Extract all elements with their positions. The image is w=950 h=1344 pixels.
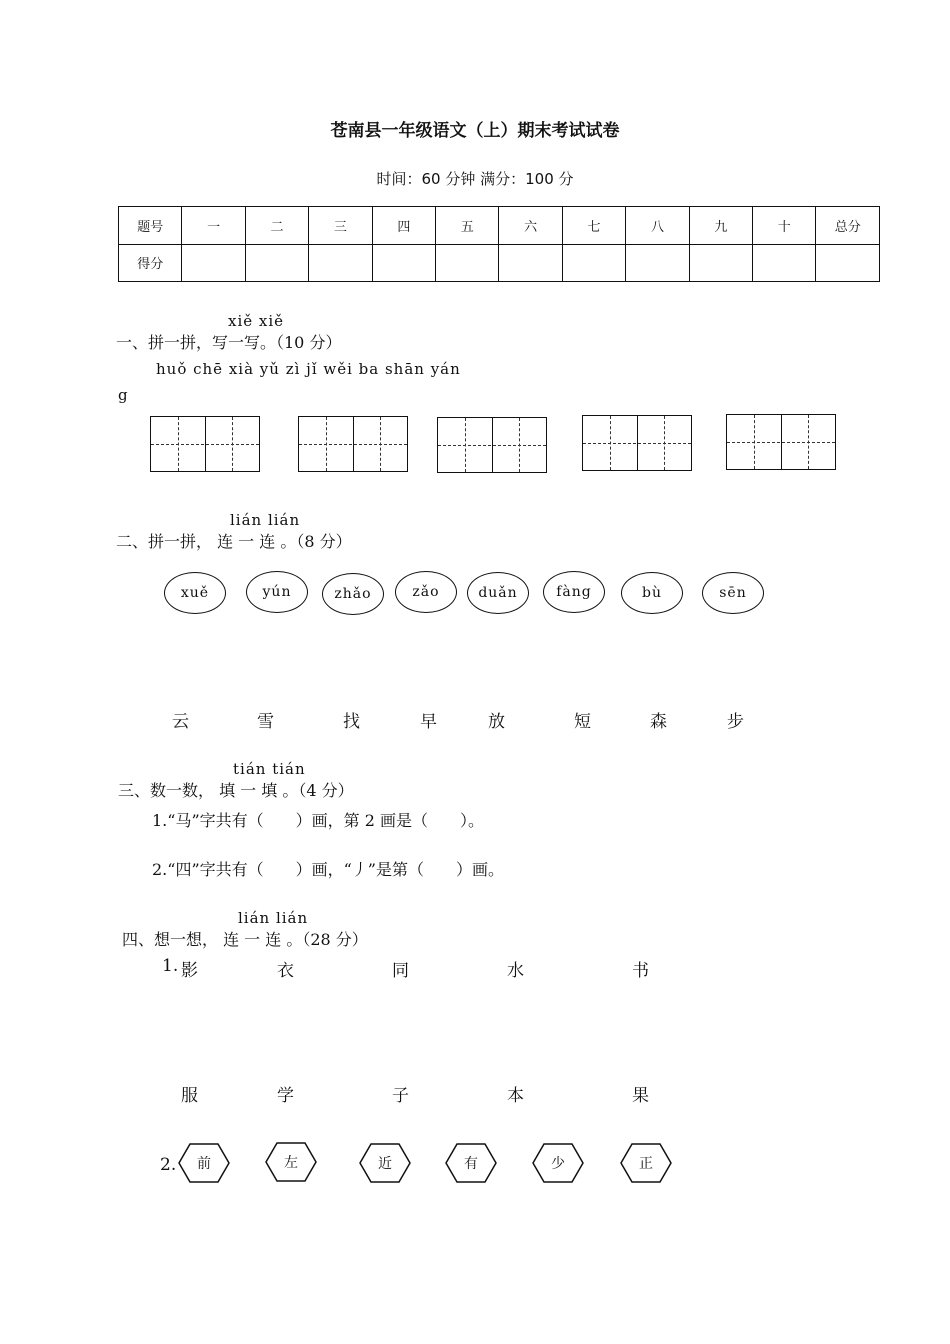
page-title: 苍南县一年级语文（上）期末考试试卷 [330, 121, 620, 141]
match-char[interactable]: 本 [507, 1086, 524, 1106]
hexagon-char[interactable] [445, 1143, 497, 1183]
writing-grid[interactable] [150, 416, 260, 472]
section1-pinyin-line: huǒ chē xià yǔ zì jǐ wěi ba shān yán [156, 360, 461, 378]
match-char[interactable]: 步 [727, 712, 744, 732]
hexagon-label: 左 [284, 1155, 298, 1171]
exam-info: 时间：60 分钟 满分：100 分 [376, 170, 574, 188]
section2-pinyin-hint: lián lián [230, 511, 301, 529]
writing-grid[interactable] [437, 417, 547, 473]
score-cell[interactable] [626, 244, 689, 282]
section3-pinyin-hint: tián tián [233, 760, 306, 778]
match-char[interactable]: 森 [650, 712, 667, 732]
hexagon-char[interactable] [178, 1143, 230, 1183]
table-column: 总分 [816, 207, 880, 245]
table-column: 五 [436, 207, 499, 245]
pinyin-oval[interactable]: duǎn [467, 572, 529, 614]
question-label: 1. [162, 956, 179, 976]
table-column: 四 [372, 207, 435, 245]
hexagon-char[interactable] [620, 1143, 672, 1183]
section1-pinyin-hint: xiě xiě [228, 312, 285, 330]
match-char[interactable]: 早 [420, 712, 437, 732]
table-header-row [119, 207, 880, 245]
pinyin-oval[interactable]: sēn [702, 572, 764, 614]
score-cell[interactable] [309, 244, 372, 282]
match-char[interactable]: 放 [488, 712, 505, 732]
score-cell[interactable] [182, 244, 245, 282]
score-cell[interactable] [436, 244, 499, 282]
table-column: 二 [245, 207, 308, 245]
section3-question-1: 1.“马”字共有（ ）画，第 2 画是（ ）。 [152, 811, 484, 830]
score-cell[interactable] [562, 244, 625, 282]
match-char[interactable]: 同 [392, 961, 409, 981]
hexagon-char[interactable] [265, 1142, 317, 1182]
writing-grid[interactable] [298, 416, 408, 472]
table-row-label: 得分 [119, 244, 182, 282]
match-char[interactable]: 雪 [257, 712, 274, 732]
match-char[interactable]: 学 [277, 1086, 294, 1106]
hexagon-label: 前 [197, 1156, 211, 1172]
section4-pinyin-hint: lián lián [238, 909, 309, 927]
pinyin-oval[interactable]: bù [621, 572, 683, 614]
match-char[interactable]: 找 [343, 712, 360, 732]
writing-grid[interactable] [582, 415, 692, 471]
score-table [118, 206, 880, 282]
table-header-label: 题号 [119, 207, 182, 245]
pinyin-oval[interactable]: zǎo [395, 571, 457, 613]
hexagon-label: 少 [551, 1156, 565, 1172]
hexagon-char[interactable] [532, 1143, 584, 1183]
match-char[interactable]: 果 [632, 1086, 649, 1106]
table-column: 十 [753, 207, 816, 245]
match-char[interactable]: 短 [574, 712, 591, 732]
score-cell[interactable] [753, 244, 816, 282]
match-char[interactable]: 云 [172, 712, 189, 732]
match-char[interactable]: 衣 [277, 961, 294, 981]
hexagon-label: 正 [639, 1156, 653, 1172]
match-char[interactable]: 影 [181, 961, 198, 981]
hexagon-label: 近 [378, 1156, 392, 1172]
table-column: 九 [689, 207, 752, 245]
table-column: 一 [182, 207, 245, 245]
hexagon-char[interactable] [359, 1143, 411, 1183]
score-cell[interactable] [689, 244, 752, 282]
section2-title: 二、拼一拼， 连 一 连 。（8 分） [116, 532, 352, 551]
score-cell[interactable] [499, 244, 562, 282]
score-cell[interactable] [816, 244, 880, 282]
question-label: 2. [160, 1155, 177, 1175]
match-char[interactable]: 水 [507, 961, 524, 981]
pinyin-oval[interactable]: fàng [543, 571, 605, 613]
match-char[interactable]: 子 [392, 1086, 409, 1106]
pinyin-oval[interactable]: yún [246, 571, 308, 613]
section4-title: 四、想一想， 连 一 连 。（28 分） [122, 930, 368, 949]
match-char[interactable]: 服 [181, 1086, 198, 1106]
writing-grid[interactable] [726, 414, 836, 470]
table-score-row [119, 244, 880, 282]
section1-title: 一、拼一拼，写一写。（10 分） [116, 333, 342, 352]
pinyin-oval[interactable]: xuě [164, 572, 226, 614]
match-char[interactable]: 书 [632, 961, 649, 981]
score-cell[interactable] [245, 244, 308, 282]
score-cell[interactable] [372, 244, 435, 282]
section3-question-2: 2.“四”字共有（ ）画，“丿”是第（ ）画。 [152, 860, 504, 879]
hexagon-label: 有 [464, 1156, 478, 1172]
table-column: 八 [626, 207, 689, 245]
table-column: 六 [499, 207, 562, 245]
table-column: 七 [562, 207, 625, 245]
pinyin-oval[interactable]: zhǎo [322, 573, 384, 615]
section1-pinyin-wrap: g [118, 386, 129, 404]
section3-title: 三、数一数， 填 一 填 。（4 分） [118, 781, 354, 800]
table-column: 三 [309, 207, 372, 245]
